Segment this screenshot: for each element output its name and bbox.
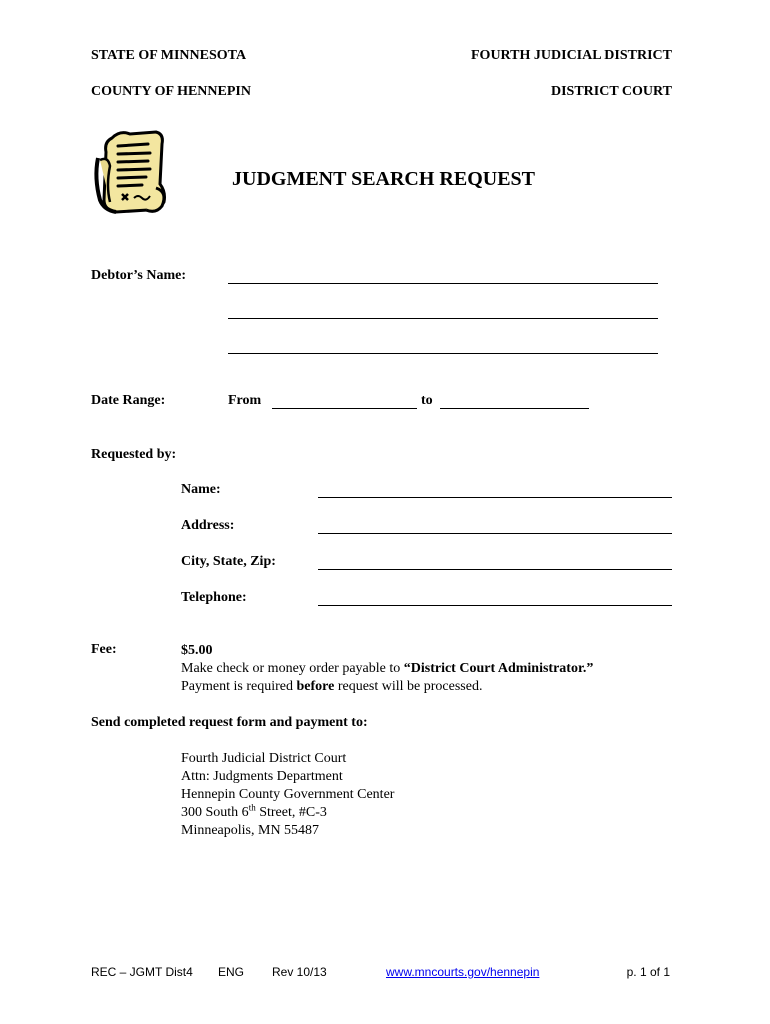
requester-telephone-field[interactable] <box>318 605 672 606</box>
debtor-name-label: Debtor’s Name: <box>91 268 186 283</box>
date-range-label: Date Range: <box>91 393 166 408</box>
address-line-5: Minneapolis, MN 55487 <box>181 823 320 838</box>
footer-website-link[interactable]: www.mncourts.gov/hennepin <box>386 965 540 979</box>
date-from-field[interactable] <box>272 408 417 409</box>
requester-address-field[interactable] <box>318 533 672 534</box>
district-heading: FOURTH JUDICIAL DISTRICT <box>471 48 672 63</box>
state-heading: STATE OF MINNESOTA <box>91 48 247 63</box>
document-scroll-icon <box>90 126 174 218</box>
footer-page-number: p. 1 of 1 <box>626 965 670 979</box>
address-line-3: Hennepin County Government Center <box>181 787 395 802</box>
requester-name-field[interactable] <box>318 497 672 498</box>
page-title: JUDGMENT SEARCH REQUEST <box>232 168 536 190</box>
requester-city-label: City, State, Zip: <box>181 554 276 569</box>
requester-telephone-label: Telephone: <box>181 590 247 605</box>
fee-requirement-line: Payment is required before request will be processed. <box>181 679 483 694</box>
address-line-4: 300 South 6th Street, #C-3 <box>181 802 327 820</box>
court-heading: DISTRICT COURT <box>550 84 672 99</box>
fee-label: Fee: <box>91 642 117 657</box>
requester-city-field[interactable] <box>318 569 672 570</box>
footer-language: ENG <box>218 965 245 979</box>
county-heading: COUNTY OF HENNEPIN <box>91 84 251 99</box>
date-from-label: From <box>228 393 262 408</box>
send-to-label: Send completed request form and payment to: <box>91 715 368 730</box>
requested-by-label: Requested by: <box>91 447 177 462</box>
requester-address-label: Address: <box>181 518 235 533</box>
debtor-name-field-2[interactable] <box>228 318 658 319</box>
debtor-name-field-3[interactable] <box>228 353 658 354</box>
date-to-label: to <box>421 393 433 408</box>
requester-name-label: Name: <box>181 482 221 497</box>
debtor-name-field-1[interactable] <box>228 283 658 284</box>
fee-amount: $5.00 <box>181 643 213 658</box>
footer-revision: Rev 10/13 <box>272 965 327 979</box>
address-line-1: Fourth Judicial District Court <box>181 751 347 766</box>
footer-form-code: REC – JGMT Dist4 <box>91 965 193 979</box>
address-line-2: Attn: Judgments Department <box>181 769 343 784</box>
date-to-field[interactable] <box>440 408 589 409</box>
fee-payable-line: Make check or money order payable to “District Court Administrator.” <box>181 661 594 676</box>
